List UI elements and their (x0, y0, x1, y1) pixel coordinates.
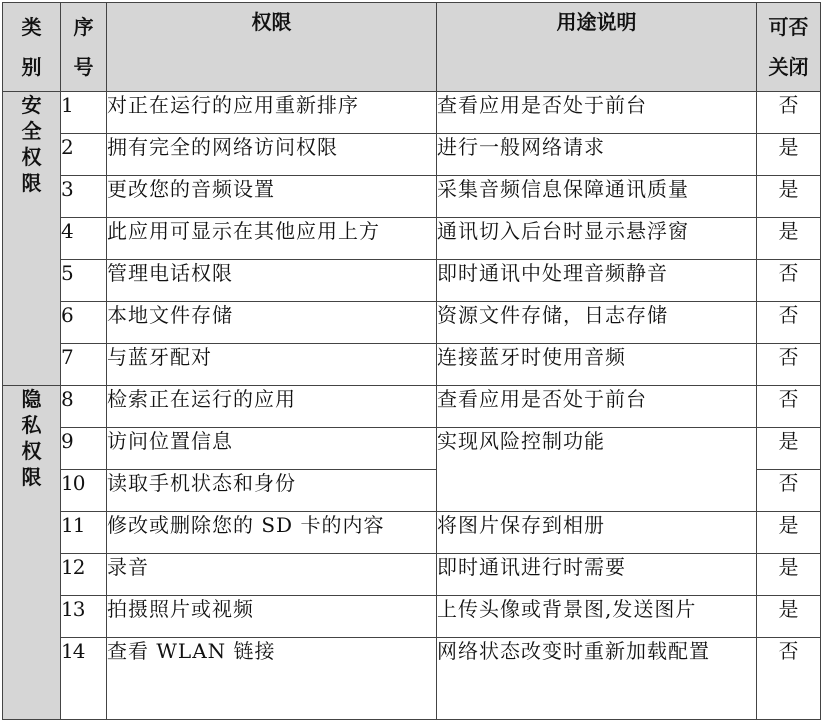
closable-cell: 否 (757, 302, 821, 344)
permission-cell: 读取手机状态和身份 (107, 470, 437, 512)
closable-cell: 否 (757, 344, 821, 386)
table-row (3, 512, 821, 554)
permission-cell: 录音 (107, 554, 437, 596)
usage-cell: 查看应用是否处于前台 (437, 92, 757, 134)
header-closable-line1: 可否 (768, 15, 809, 39)
table-row (3, 344, 821, 386)
header-category-line2: 别 (21, 55, 42, 79)
permission-cell: 此应用可显示在其他应用上方 (107, 218, 437, 260)
seq-cell: 3 (61, 176, 107, 218)
usage-cell: 上传头像或背景图,发送图片 (437, 596, 757, 638)
table-row (3, 218, 821, 260)
table-row (3, 134, 821, 176)
permission-cell: 修改或删除您的 SD 卡的内容 (107, 512, 437, 554)
category-char: 私 (21, 413, 42, 437)
table-row (3, 428, 821, 470)
usage-cell: 资源文件存储，日志存储 (437, 302, 757, 344)
permissions-table (2, 2, 821, 720)
category-char: 限 (21, 171, 42, 195)
seq-cell: 11 (61, 512, 107, 554)
header-closable-line2: 关闭 (768, 55, 809, 79)
permission-cell: 管理电话权限 (107, 260, 437, 302)
header-category (3, 3, 61, 92)
header-closable (757, 3, 821, 92)
permission-cell: 本地文件存储 (107, 302, 437, 344)
table-row (3, 596, 821, 638)
closable-cell: 是 (757, 554, 821, 596)
seq-cell: 8 (61, 386, 107, 428)
seq-cell: 4 (61, 218, 107, 260)
permission-cell: 更改您的音频设置 (107, 176, 437, 218)
seq-cell: 6 (61, 302, 107, 344)
header-usage: 用途说明 (437, 3, 757, 92)
table-row (3, 92, 821, 134)
usage-cell: 通讯切入后台时显示悬浮窗 (437, 218, 757, 260)
table-row (3, 260, 821, 302)
usage-cell: 即时通讯进行时需要 (437, 554, 757, 596)
seq-cell: 2 (61, 134, 107, 176)
category-cell (3, 92, 61, 386)
permission-cell: 拍摄照片或视频 (107, 596, 437, 638)
permission-cell: 与蓝牙配对 (107, 344, 437, 386)
category-char: 安 (21, 93, 42, 117)
usage-cell: 进行一般网络请求 (437, 134, 757, 176)
seq-cell: 13 (61, 596, 107, 638)
header-seq-line2: 号 (73, 55, 94, 79)
seq-cell: 5 (61, 260, 107, 302)
usage-cell: 将图片保存到相册 (437, 512, 757, 554)
category-char: 权 (21, 145, 42, 169)
table-row (3, 302, 821, 344)
permission-cell: 对正在运行的应用重新排序 (107, 92, 437, 134)
closable-cell: 是 (757, 512, 821, 554)
closable-cell: 是 (757, 176, 821, 218)
closable-cell: 是 (757, 218, 821, 260)
seq-cell: 7 (61, 344, 107, 386)
header-row (3, 3, 821, 92)
closable-cell: 否 (757, 386, 821, 428)
header-seq (61, 3, 107, 92)
table-row (3, 176, 821, 218)
usage-cell: 实现风险控制功能 (437, 428, 757, 512)
usage-cell: 查看应用是否处于前台 (437, 386, 757, 428)
category-char: 全 (21, 119, 42, 143)
table-body (3, 92, 821, 720)
permission-cell: 拥有完全的网络访问权限 (107, 134, 437, 176)
permission-cell: 检索正在运行的应用 (107, 386, 437, 428)
permission-cell: 访问位置信息 (107, 428, 437, 470)
header-category-line1: 类 (21, 15, 42, 39)
category-char: 隐 (21, 387, 42, 411)
permission-cell: 查看 WLAN 链接 (107, 638, 437, 720)
table-row (3, 554, 821, 596)
seq-cell: 12 (61, 554, 107, 596)
category-char: 权 (21, 439, 42, 463)
closable-cell: 否 (757, 92, 821, 134)
header-permission: 权限 (107, 3, 437, 92)
closable-cell: 否 (757, 470, 821, 512)
usage-cell: 即时通讯中处理音频静音 (437, 260, 757, 302)
closable-cell: 否 (757, 260, 821, 302)
seq-cell: 9 (61, 428, 107, 470)
header-seq-line1: 序 (73, 15, 94, 39)
seq-cell: 1 (61, 92, 107, 134)
usage-cell: 采集音频信息保障通讯质量 (437, 176, 757, 218)
usage-cell: 网络状态改变时重新加载配置 (437, 638, 757, 720)
table-row (3, 386, 821, 428)
closable-cell: 否 (757, 638, 821, 720)
category-char: 限 (21, 465, 42, 489)
usage-cell: 连接蓝牙时使用音频 (437, 344, 757, 386)
closable-cell: 是 (757, 428, 821, 470)
category-cell (3, 386, 61, 720)
closable-cell: 是 (757, 134, 821, 176)
closable-cell: 是 (757, 596, 821, 638)
seq-cell: 10 (61, 470, 107, 512)
seq-cell: 14 (61, 638, 107, 720)
table-row (3, 638, 821, 720)
